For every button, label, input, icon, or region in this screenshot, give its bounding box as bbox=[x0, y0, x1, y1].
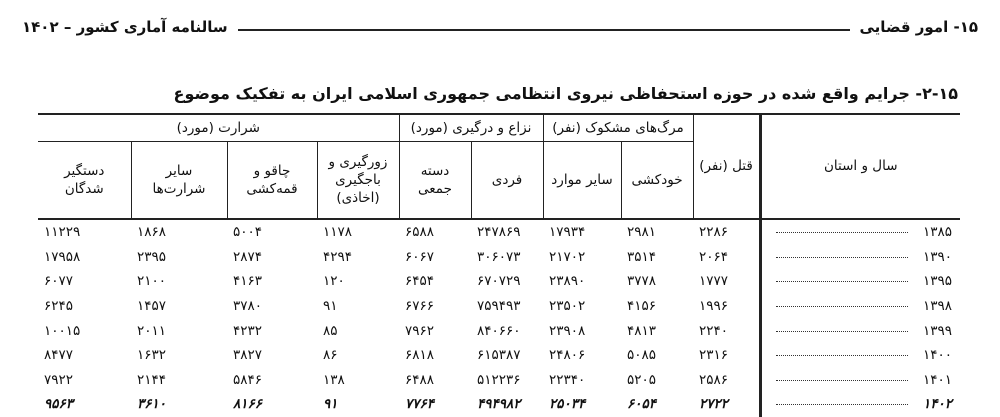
cell-extortion: ۹۱ bbox=[323, 298, 338, 315]
cell-other: ۲۳۹۰۸ bbox=[549, 322, 586, 339]
leader-dots bbox=[776, 256, 908, 258]
cell-other: ۲۳۵۰۲ bbox=[549, 298, 586, 315]
cell-individual: ۶۱۵۳۸۷ bbox=[477, 347, 521, 364]
row-year-label: ۱۳۹۹ bbox=[923, 322, 953, 339]
cell-murder: ۲۷۲۲ bbox=[699, 396, 729, 413]
cell-murder: ۲۲۸۶ bbox=[699, 224, 729, 241]
row-year-label: ۱۳۸۵ bbox=[923, 224, 953, 241]
table-row bbox=[38, 219, 960, 245]
cell-collective: ۶۵۸۸ bbox=[405, 224, 435, 241]
cell-other: ۱۷۹۳۴ bbox=[549, 224, 586, 241]
leader-dots bbox=[776, 330, 908, 332]
row-year-label: ۱۳۹۰ bbox=[923, 248, 953, 265]
cell-individual: ۴۹۴۹۸۲ bbox=[477, 396, 521, 413]
cell-arrested: ۸۴۷۷ bbox=[44, 347, 74, 364]
cell-arrested: ۶۲۴۵ bbox=[44, 298, 74, 315]
row-year-cell bbox=[760, 294, 960, 319]
cell-extortion: ۸۵ bbox=[323, 322, 338, 339]
table-row bbox=[38, 294, 960, 319]
row-year-cell bbox=[760, 245, 960, 270]
cell-murder: ۱۹۹۶ bbox=[699, 298, 729, 315]
col-year-header: سال و استان bbox=[760, 114, 960, 219]
cell-suicide: ۵۲۰۵ bbox=[627, 371, 657, 388]
cell-murder: ۲۰۶۴ bbox=[699, 248, 729, 265]
cell-knife: ۵۰۰۴ bbox=[233, 224, 263, 241]
leader-dots bbox=[776, 231, 908, 233]
cell-suicide: ۲۹۸۱ bbox=[627, 224, 657, 241]
cell-arrested: ۱۰۰۱۵ bbox=[44, 322, 81, 339]
table-row bbox=[38, 343, 960, 368]
table-title: ۲-۱۵- جرایم واقع شده در حوزه استحفاظی نیروی انتظامی جمهوری اسلامی ایران به تفکیک موضوع bbox=[173, 84, 958, 103]
cell-suicide: ۳۷۷۸ bbox=[627, 273, 657, 290]
group-suspicious-deaths-header: مرگ‌های مشکوک (نفر) bbox=[543, 114, 693, 142]
leader-dots bbox=[776, 403, 908, 405]
cell-individual: ۷۵۹۴۹۳ bbox=[477, 298, 521, 315]
cell-individual: ۵۱۲۲۳۶ bbox=[477, 371, 521, 388]
row-year-label: ۱۳۹۵ bbox=[923, 273, 953, 290]
cell-murder: ۲۲۴۰ bbox=[699, 322, 729, 339]
group-mischief-header: شرارت (مورد) bbox=[38, 114, 399, 142]
cell-collective: ۶۴۵۴ bbox=[405, 273, 435, 290]
cell-suicide: ۶۰۵۴ bbox=[627, 396, 657, 413]
cell-murder: ۲۳۱۶ bbox=[699, 347, 729, 364]
cell-arrested: ۷۹۲۲ bbox=[44, 371, 74, 388]
cell-extortion: ۱۲۰ bbox=[323, 273, 345, 290]
row-year-cell bbox=[760, 318, 960, 343]
cell-collective: ۶۰۶۷ bbox=[405, 248, 435, 265]
cell-collective: ۷۹۶۲ bbox=[405, 322, 435, 339]
table-body bbox=[38, 219, 960, 417]
cell-individual: ۶۷۰۷۲۹ bbox=[477, 273, 521, 290]
crime-table bbox=[38, 113, 960, 417]
cell-knife: ۲۸۷۴ bbox=[233, 248, 263, 265]
row-year-cell bbox=[760, 368, 960, 393]
cell-other-mischief: ۲۳۹۵ bbox=[137, 248, 167, 265]
cell-collective: ۶۴۸۸ bbox=[405, 371, 435, 388]
cell-knife: ۵۸۴۶ bbox=[233, 371, 263, 388]
chapter-title: ۱۵- امور قضایی bbox=[850, 18, 979, 36]
cell-other: ۲۴۸۰۶ bbox=[549, 347, 586, 364]
table-row bbox=[38, 245, 960, 270]
cell-extortion: ۹۱ bbox=[323, 396, 338, 413]
cell-other: ۲۵۰۳۴ bbox=[549, 396, 586, 413]
cell-other-mischief: ۱۶۳۲ bbox=[137, 347, 167, 364]
cell-other-mischief: ۱۸۶۸ bbox=[137, 224, 167, 241]
row-year-label: ۱۴۰۲ bbox=[923, 396, 953, 413]
cell-other-mischief: ۱۴۵۷ bbox=[137, 298, 167, 315]
col-other-cases-header: سایر موارد bbox=[543, 142, 621, 220]
cell-other-mischief: ۲۱۰۰ bbox=[137, 273, 167, 290]
row-year-cell bbox=[760, 219, 960, 245]
cell-other: ۲۱۷۰۲ bbox=[549, 248, 586, 265]
table-row bbox=[38, 368, 960, 393]
cell-collective: ۷۷۶۴ bbox=[405, 396, 435, 413]
cell-collective: ۶۸۱۸ bbox=[405, 347, 435, 364]
cell-suicide: ۴۱۵۶ bbox=[627, 298, 657, 315]
cell-other-mischief: ۲۱۴۴ bbox=[137, 371, 167, 388]
row-year-cell bbox=[760, 343, 960, 368]
leader-dots bbox=[776, 280, 908, 282]
cell-individual: ۲۴۷۸۶۹ bbox=[477, 224, 521, 241]
cell-individual: ۳۰۶۰۷۳ bbox=[477, 248, 521, 265]
leader-dots bbox=[776, 354, 908, 356]
page-header bbox=[22, 12, 978, 46]
col-murder-header: قتل (نفر) bbox=[693, 114, 760, 219]
cell-other: ۲۲۳۴۰ bbox=[549, 371, 586, 388]
cell-knife: ۳۸۲۷ bbox=[233, 347, 263, 364]
row-year-cell bbox=[760, 392, 960, 417]
cell-other: ۲۳۸۹۰ bbox=[549, 273, 586, 290]
cell-arrested: ۹۵۶۳ bbox=[44, 396, 74, 413]
cell-murder: ۲۵۸۶ bbox=[699, 371, 729, 388]
leader-dots bbox=[776, 305, 908, 307]
cell-arrested: ۱۱۲۲۹ bbox=[44, 224, 81, 241]
cell-knife: ۸۱۶۶ bbox=[233, 396, 263, 413]
table-row bbox=[38, 392, 960, 417]
col-other-mischief-header: سایر شرارت‌ها bbox=[131, 142, 227, 220]
table-row bbox=[38, 269, 960, 294]
cell-knife: ۴۱۶۳ bbox=[233, 273, 263, 290]
cell-arrested: ۶۰۷۷ bbox=[44, 273, 74, 290]
leader-dots bbox=[776, 379, 908, 381]
cell-suicide: ۵۰۸۵ bbox=[627, 347, 657, 364]
cell-knife: ۴۲۳۲ bbox=[233, 322, 263, 339]
row-year-cell bbox=[760, 269, 960, 294]
group-conflict-header: نزاع و درگیری (مورد) bbox=[399, 114, 543, 142]
cell-knife: ۳۷۸۰ bbox=[233, 298, 263, 315]
cell-suicide: ۴۸۱۳ bbox=[627, 322, 657, 339]
cell-collective: ۶۷۶۶ bbox=[405, 298, 435, 315]
table-row bbox=[38, 318, 960, 343]
cell-extortion: ۴۲۹۴ bbox=[323, 248, 353, 265]
col-extortion-header: زورگیری و باجگیری (اخاذی) bbox=[317, 142, 399, 220]
col-individual-header: فردی bbox=[471, 142, 543, 220]
cell-other-mischief: ۲۰۱۱ bbox=[137, 322, 167, 339]
cell-extortion: ۸۶ bbox=[323, 347, 338, 364]
cell-individual: ۸۴۰۶۶۰ bbox=[477, 322, 521, 339]
row-year-label: ۱۳۹۸ bbox=[923, 298, 953, 315]
col-suicide-header: خودکشی bbox=[621, 142, 693, 220]
cell-arrested: ۱۷۹۵۸ bbox=[44, 248, 81, 265]
cell-murder: ۱۷۷۷ bbox=[699, 273, 729, 290]
row-year-label: ۱۴۰۰ bbox=[923, 347, 953, 364]
cell-extortion: ۱۳۸ bbox=[323, 371, 345, 388]
col-arrested-header: دستگیر شدگان bbox=[64, 162, 105, 197]
col-collective-header: دسته جمعی bbox=[399, 142, 471, 220]
cell-other-mischief: ۳۶۱۰ bbox=[137, 396, 167, 413]
col-knife-header: چاقو و قمه‌کشی bbox=[227, 142, 317, 220]
cell-suicide: ۳۵۱۴ bbox=[627, 248, 657, 265]
yearbook-title: سالنامه آماری کشور – ۱۴۰۲ bbox=[22, 18, 238, 36]
cell-extortion: ۱۱۷۸ bbox=[323, 224, 353, 241]
row-year-label: ۱۴۰۱ bbox=[923, 371, 953, 388]
